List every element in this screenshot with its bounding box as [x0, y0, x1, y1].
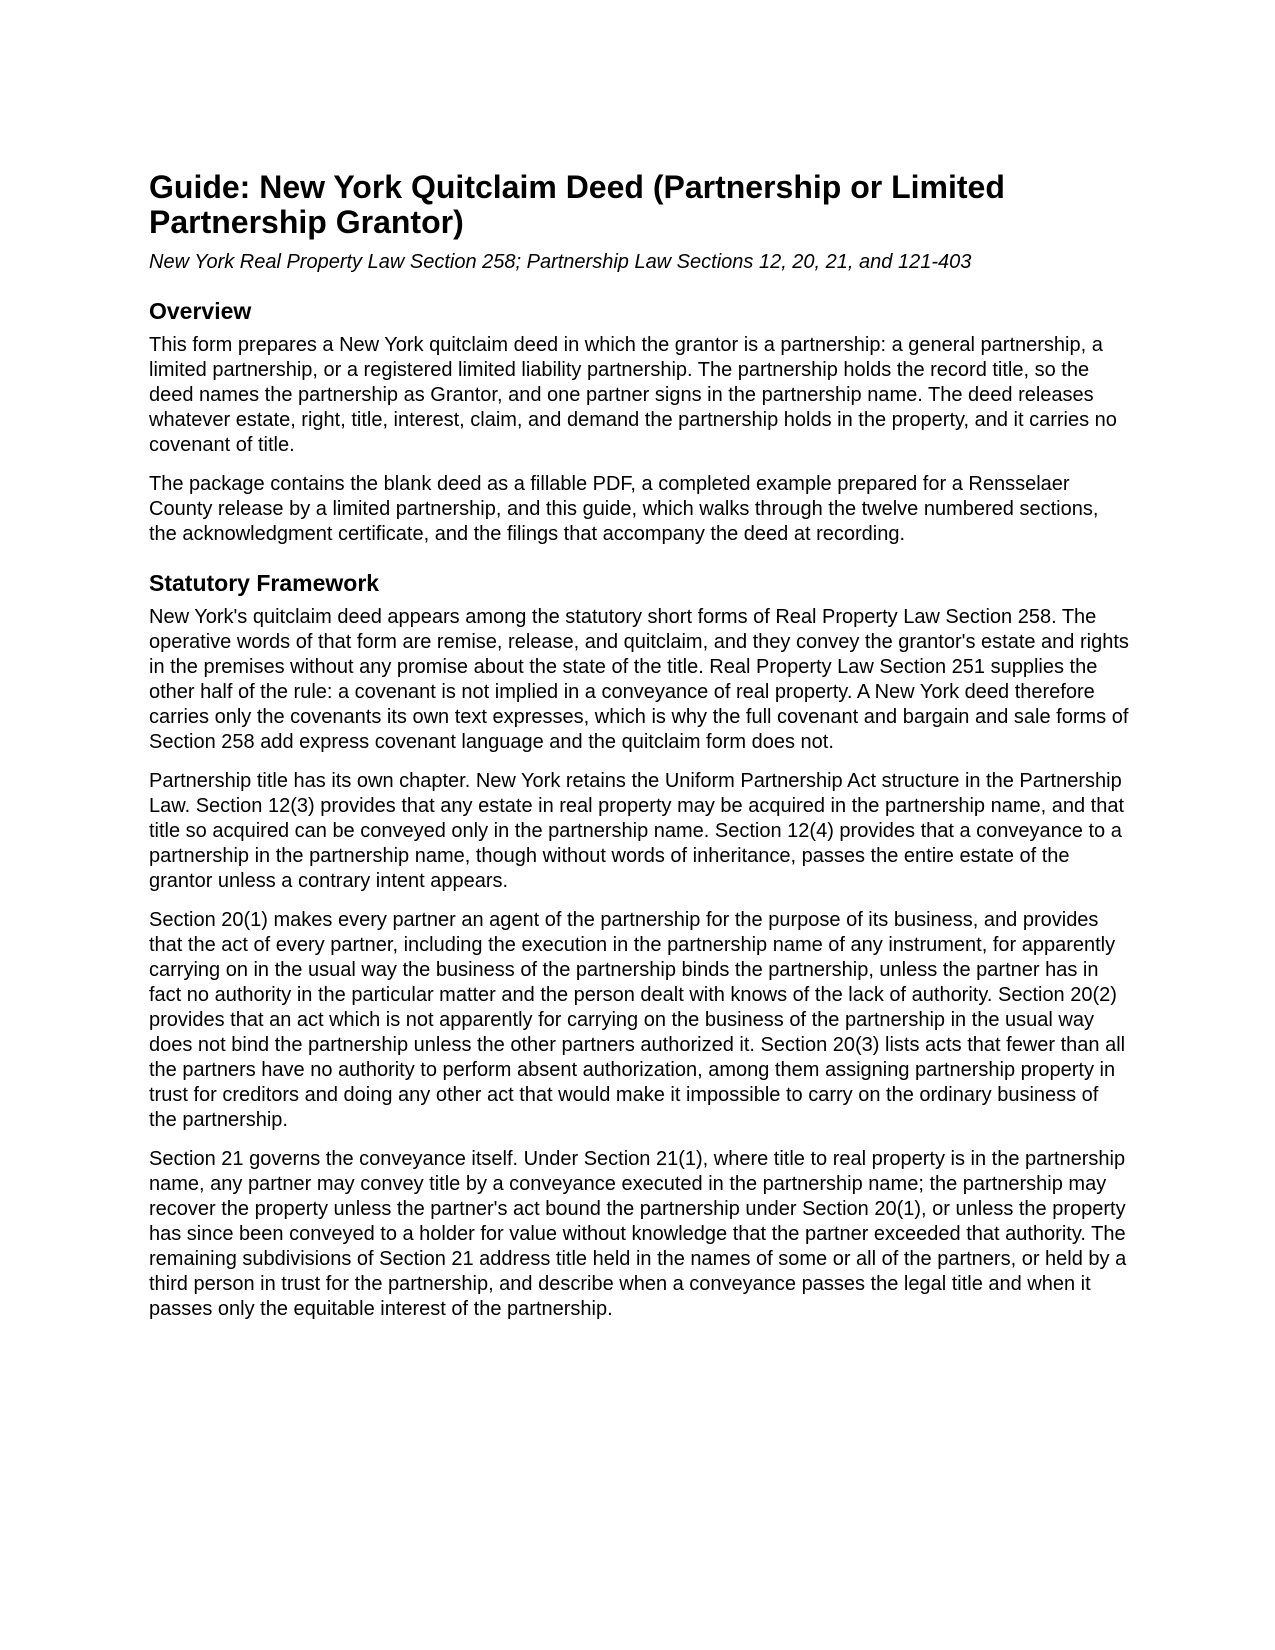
- section-statutory-framework: [149, 569, 1129, 1322]
- paragraph: Section 21 governs the conveyance itself. Under Section 21(1), where title to real property is in the partnership name, any partner may convey title by a conveyance executed in the partnership name; the partnership may recover the property unless the partner's act bound the partnership under Section 20(1), or unless the property has since been conveyed to a holder for value without knowledge that the partner exceeded that authority. The remaining subdivisions of Section 21 address title held in the names of some or all of the partners, or held by a third person in trust for the partnership, and describe when a conveyance passes the legal title and when it passes only the equitable interest of the partnership.: [149, 1148, 1127, 1320]
- document-title: Guide: New York Quitclaim Deed (Partnership or Limited Partnership Grantor): [149, 169, 1005, 240]
- section-heading: Overview: [149, 298, 252, 324]
- paragraph: The package contains the blank deed as a fillable PDF, a completed example prepared for a Rensselaer County release by a limited partnership, and this guide, which walks through the twelve numbered sections, the acknowledgment certificate, and the filings that accompany the deed at recording.: [149, 473, 1099, 545]
- section-heading: Statutory Framework: [149, 570, 380, 596]
- paragraph: Section 20(1) makes every partner an agent of the partnership for the purpose of its business, and provides that the act of every partner, including the execution in the partnership name of any instrument, for apparently carrying on in the usual way the business of the partnership binds the partnership, unless the partner has in fact no authority in the particular matter and the person dealt with knows of the lack of authority. Section 20(2) provides that an act which is not apparently for carrying on the business of the partnership in the usual way does not bind the partnership unless the other partners authorized it. Section 20(3) lists acts that fewer than all the partners have no authority to perform absent authorization, among them assigning partnership property in trust for creditors and doing any other act that would make it impossible to carry on the ordinary business of the partnership.: [149, 909, 1126, 1131]
- paragraph: New York's quitclaim deed appears among the statutory short forms of Real Property Law Section 258. The operative words of that form are remise, release, and quitclaim, and they convey the grantor's estate and rights in the premises without any promise about the state of the title. Real Property Law Section 251 supplies the other half of the rule: a covenant is not implied in a conveyance of real property. A New York deed therefore carries only the covenants its own text expresses, which is why the full covenant and bargain and sale forms of Section 258 add express covenant language and the quitclaim form does not.: [149, 606, 1129, 753]
- paragraph: Partnership title has its own chapter. New York retains the Uniform Partnership Act structure in the Partnership Law. Section 12(3) provides that any estate in real property may be acquired in the partnership name, and that title so acquired can be conveyed only in the partnership name. Section 12(4) provides that a conveyance to a partnership in the partnership name, though without words of inheritance, passes the entire estate of the grantor unless a contrary intent appears.: [149, 770, 1125, 892]
- document-subtitle: New York Real Property Law Section 258; Partnership Law Sections 12, 20, 21, and 121-403: [149, 251, 972, 273]
- document-page: [149, 170, 1129, 1336]
- paragraph: This form prepares a New York quitclaim deed in which the grantor is a partnership: a general partnership, a limited partnership, or a registered limited liability partnership. The partnership holds the record title, so the deed names the partnership as Grantor, and one partner signs in the partnership name. The deed releases whatever estate, right, title, interest, claim, and demand the partnership holds in the property, and it carries no covenant of title.: [149, 334, 1117, 456]
- section-overview: [149, 297, 1129, 547]
